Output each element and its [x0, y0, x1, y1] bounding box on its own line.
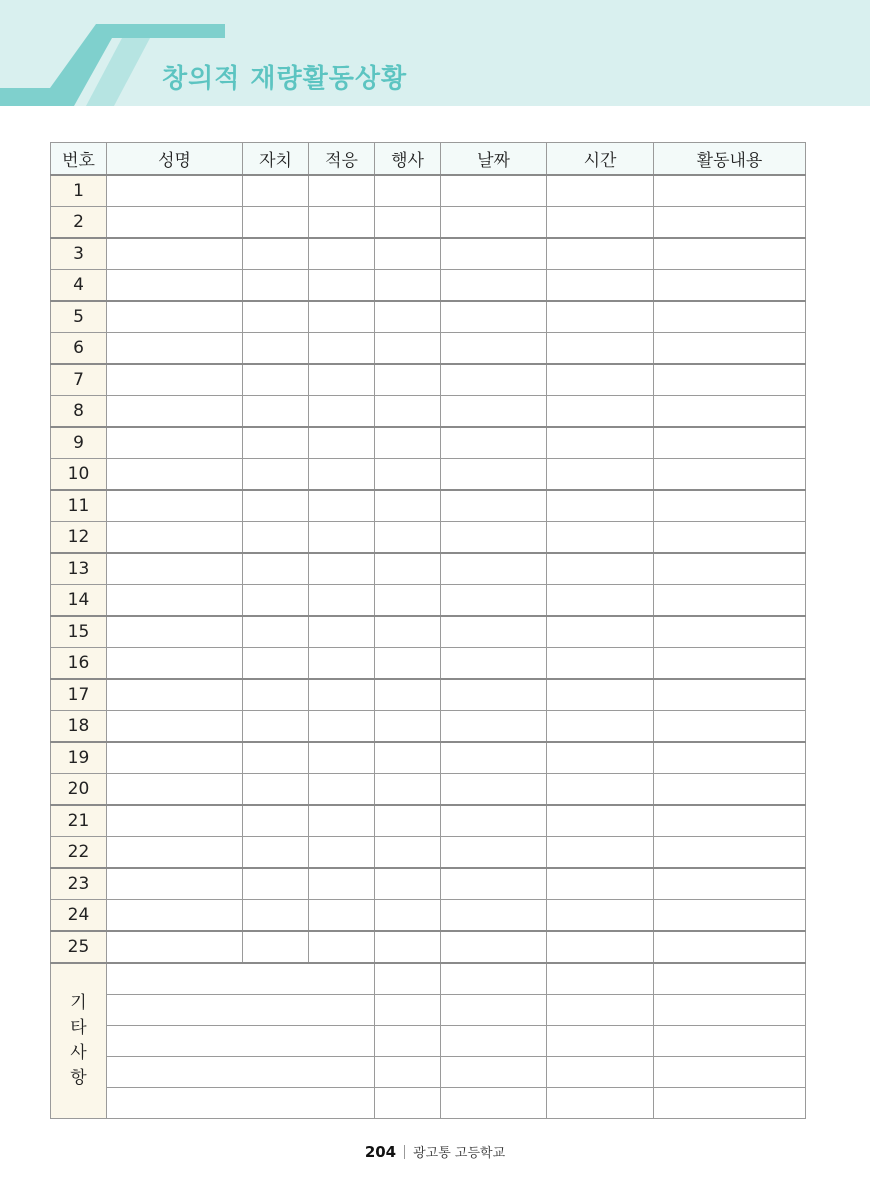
table-cell[interactable]	[441, 774, 547, 806]
table-cell[interactable]	[654, 616, 806, 648]
table-row	[51, 931, 806, 963]
table-row	[51, 427, 806, 459]
remarks-cell[interactable]	[441, 1057, 547, 1088]
table-cell[interactable]	[309, 175, 375, 207]
table-row	[51, 175, 806, 207]
row-number: 24	[51, 900, 107, 932]
table-cell[interactable]	[441, 616, 547, 648]
table-cell[interactable]	[654, 931, 806, 963]
page-number: 204	[364, 1143, 397, 1161]
table-cell[interactable]	[107, 427, 243, 459]
table-cell[interactable]	[654, 238, 806, 270]
table-cell[interactable]	[654, 175, 806, 207]
table-cell[interactable]	[243, 742, 309, 774]
column-header: 날짜	[441, 143, 547, 176]
remarks-cell[interactable]	[547, 1057, 654, 1088]
table-cell[interactable]	[375, 553, 441, 585]
table-cell[interactable]	[243, 679, 309, 711]
table-cell[interactable]	[309, 585, 375, 617]
table-cell[interactable]	[547, 616, 654, 648]
table-cell[interactable]	[309, 490, 375, 522]
table-cell[interactable]	[441, 868, 547, 900]
table-cell[interactable]	[547, 742, 654, 774]
remarks-row	[51, 995, 806, 1026]
column-header: 번호	[51, 143, 107, 176]
table-cell[interactable]	[654, 742, 806, 774]
table-cell[interactable]	[547, 459, 654, 491]
remarks-label-char: 항	[70, 1068, 87, 1088]
table-cell[interactable]	[441, 585, 547, 617]
row-number: 5	[51, 301, 107, 333]
remarks-cell[interactable]	[654, 1026, 806, 1057]
table-cell[interactable]	[375, 364, 441, 396]
table-cell[interactable]	[309, 553, 375, 585]
table-cell[interactable]	[375, 805, 441, 837]
table-cell[interactable]	[441, 648, 547, 680]
table-cell[interactable]	[441, 270, 547, 302]
table-cell[interactable]	[309, 333, 375, 365]
table-cell[interactable]	[547, 175, 654, 207]
table-cell[interactable]	[375, 207, 441, 239]
row-number: 7	[51, 364, 107, 396]
remarks-cell[interactable]	[375, 995, 441, 1026]
table-cell[interactable]	[243, 774, 309, 806]
table-cell[interactable]	[107, 774, 243, 806]
table-cell[interactable]	[441, 900, 547, 932]
row-number: 16	[51, 648, 107, 680]
table-cell[interactable]	[243, 553, 309, 585]
table-row	[51, 396, 806, 428]
table-cell[interactable]	[441, 459, 547, 491]
remarks-cell[interactable]	[547, 1026, 654, 1057]
table-cell[interactable]	[375, 931, 441, 963]
table-cell[interactable]	[107, 742, 243, 774]
column-header: 성명	[107, 143, 243, 176]
remarks-cell[interactable]	[654, 995, 806, 1026]
table-cell[interactable]	[309, 774, 375, 806]
table-cell[interactable]	[547, 207, 654, 239]
table-row	[51, 459, 806, 491]
table-cell[interactable]	[375, 175, 441, 207]
table-cell[interactable]	[654, 774, 806, 806]
footer-divider	[404, 1145, 405, 1159]
table-cell[interactable]	[441, 396, 547, 428]
table-cell[interactable]	[654, 522, 806, 554]
row-number: 6	[51, 333, 107, 365]
table-cell[interactable]	[243, 333, 309, 365]
table-cell[interactable]	[309, 459, 375, 491]
row-number: 23	[51, 868, 107, 900]
table-cell[interactable]	[309, 301, 375, 333]
remarks-cell[interactable]	[107, 1026, 375, 1057]
table-cell[interactable]	[309, 207, 375, 239]
school-name: 광고통 고등학교	[413, 1146, 506, 1161]
row-number: 20	[51, 774, 107, 806]
table-cell[interactable]	[107, 238, 243, 270]
table-cell[interactable]	[654, 490, 806, 522]
table-cell[interactable]	[309, 742, 375, 774]
table-cell[interactable]	[309, 868, 375, 900]
table-cell[interactable]	[441, 490, 547, 522]
table-cell[interactable]	[547, 427, 654, 459]
decorative-stripes	[0, 0, 870, 106]
table-cell[interactable]	[309, 837, 375, 869]
table-cell[interactable]	[309, 270, 375, 302]
table-cell[interactable]	[107, 679, 243, 711]
remarks-label-char: 기	[70, 993, 87, 1013]
remarks-cell[interactable]	[654, 963, 806, 995]
table-row	[51, 553, 806, 585]
table-cell[interactable]	[375, 459, 441, 491]
table-cell[interactable]	[107, 490, 243, 522]
table-cell[interactable]	[547, 238, 654, 270]
remarks-cell[interactable]	[654, 1057, 806, 1088]
row-number: 22	[51, 837, 107, 869]
table-cell[interactable]	[375, 837, 441, 869]
remarks-cell[interactable]	[107, 1088, 375, 1119]
table-cell[interactable]	[107, 900, 243, 932]
table-cell[interactable]	[441, 333, 547, 365]
table-row	[51, 679, 806, 711]
table-cell[interactable]	[654, 301, 806, 333]
remarks-cell[interactable]	[375, 1057, 441, 1088]
table-cell[interactable]	[547, 900, 654, 932]
table-cell[interactable]	[441, 711, 547, 743]
table-cell[interactable]	[309, 711, 375, 743]
table-cell[interactable]	[375, 333, 441, 365]
table-row	[51, 711, 806, 743]
table-cell[interactable]	[375, 900, 441, 932]
remarks-label-char: 사	[70, 1043, 87, 1063]
table-cell[interactable]	[107, 553, 243, 585]
table-cell[interactable]	[375, 301, 441, 333]
table-cell[interactable]	[107, 805, 243, 837]
table-cell[interactable]	[243, 585, 309, 617]
table-cell[interactable]	[243, 648, 309, 680]
row-number: 25	[51, 931, 107, 963]
table-cell[interactable]	[375, 490, 441, 522]
table-cell[interactable]	[309, 364, 375, 396]
row-number: 11	[51, 490, 107, 522]
table-cell[interactable]	[547, 711, 654, 743]
table-cell[interactable]	[243, 837, 309, 869]
table-cell[interactable]	[107, 459, 243, 491]
row-number: 13	[51, 553, 107, 585]
table-cell[interactable]	[243, 868, 309, 900]
table-cell[interactable]	[309, 900, 375, 932]
remarks-cell[interactable]	[375, 1026, 441, 1057]
table-cell[interactable]	[654, 364, 806, 396]
table-cell[interactable]	[375, 616, 441, 648]
table-cell[interactable]	[243, 900, 309, 932]
table-cell[interactable]	[441, 553, 547, 585]
table-cell[interactable]	[654, 396, 806, 428]
page-title: 창의적 재량활동상황	[162, 64, 408, 94]
table-cell[interactable]	[375, 238, 441, 270]
table-cell[interactable]	[654, 270, 806, 302]
table-cell[interactable]	[375, 427, 441, 459]
row-number: 8	[51, 396, 107, 428]
table-cell[interactable]	[309, 396, 375, 428]
table-cell[interactable]	[441, 207, 547, 239]
table-cell[interactable]	[243, 616, 309, 648]
row-number: 10	[51, 459, 107, 491]
table-cell[interactable]	[654, 679, 806, 711]
table-cell[interactable]	[243, 364, 309, 396]
table-cell[interactable]	[375, 522, 441, 554]
remarks-cell[interactable]	[441, 1088, 547, 1119]
column-header: 활동내용	[654, 143, 806, 176]
table-cell[interactable]	[654, 837, 806, 869]
row-number: 19	[51, 742, 107, 774]
table-cell[interactable]	[547, 648, 654, 680]
table-row	[51, 270, 806, 302]
table-cell[interactable]	[441, 364, 547, 396]
row-number: 2	[51, 207, 107, 239]
remarks-label-char: 타	[70, 1018, 87, 1038]
row-number: 17	[51, 679, 107, 711]
row-number: 1	[51, 175, 107, 207]
table-cell[interactable]	[309, 648, 375, 680]
remarks-cell[interactable]	[441, 995, 547, 1026]
table-cell[interactable]	[107, 711, 243, 743]
table-cell[interactable]	[547, 805, 654, 837]
table-row	[51, 333, 806, 365]
table-cell[interactable]	[309, 805, 375, 837]
table-cell[interactable]	[547, 553, 654, 585]
remarks-cell[interactable]	[547, 1088, 654, 1119]
column-header: 행사	[375, 143, 441, 176]
table-cell[interactable]	[654, 207, 806, 239]
table-cell[interactable]	[107, 837, 243, 869]
table-cell[interactable]	[243, 175, 309, 207]
table-cell[interactable]	[243, 238, 309, 270]
table-cell[interactable]	[375, 270, 441, 302]
table-cell[interactable]	[441, 742, 547, 774]
table-row	[51, 900, 806, 932]
table-cell[interactable]	[654, 805, 806, 837]
table-cell[interactable]	[107, 396, 243, 428]
table-cell[interactable]	[243, 207, 309, 239]
table-cell[interactable]	[243, 427, 309, 459]
table-row	[51, 616, 806, 648]
table-cell[interactable]	[654, 427, 806, 459]
table-row	[51, 805, 806, 837]
row-number: 3	[51, 238, 107, 270]
table-cell[interactable]	[547, 931, 654, 963]
remarks-cell[interactable]	[375, 1088, 441, 1119]
row-number: 9	[51, 427, 107, 459]
table-cell[interactable]	[309, 931, 375, 963]
remarks-row	[51, 963, 806, 995]
table-cell[interactable]	[107, 333, 243, 365]
table-cell[interactable]	[547, 301, 654, 333]
remarks-cell[interactable]	[441, 1026, 547, 1057]
table-cell[interactable]	[107, 270, 243, 302]
table-cell[interactable]	[243, 522, 309, 554]
table-header-row	[51, 143, 806, 176]
table-row	[51, 364, 806, 396]
table-cell[interactable]	[441, 301, 547, 333]
table-cell[interactable]	[654, 585, 806, 617]
table-cell[interactable]	[547, 585, 654, 617]
remarks-cell[interactable]	[547, 963, 654, 995]
table-row	[51, 742, 806, 774]
row-number: 12	[51, 522, 107, 554]
table-cell[interactable]	[243, 270, 309, 302]
table-cell[interactable]	[107, 931, 243, 963]
table-cell[interactable]	[243, 711, 309, 743]
remarks-cell[interactable]	[654, 1088, 806, 1119]
table-cell[interactable]	[547, 868, 654, 900]
table-row	[51, 868, 806, 900]
table-cell[interactable]	[309, 522, 375, 554]
table-cell[interactable]	[375, 711, 441, 743]
table-cell[interactable]	[107, 207, 243, 239]
remarks-cell[interactable]	[107, 995, 375, 1026]
column-header: 적응	[309, 143, 375, 176]
table-cell[interactable]	[243, 490, 309, 522]
row-number: 14	[51, 585, 107, 617]
remarks-row	[51, 1057, 806, 1088]
table-cell[interactable]	[375, 742, 441, 774]
header-banner	[0, 0, 870, 106]
table-cell[interactable]	[547, 490, 654, 522]
table-cell[interactable]	[375, 585, 441, 617]
table-cell[interactable]	[375, 648, 441, 680]
table-cell[interactable]	[654, 900, 806, 932]
table-cell[interactable]	[547, 837, 654, 869]
activity-table	[50, 142, 806, 1119]
remarks-row	[51, 1088, 806, 1119]
table-cell[interactable]	[309, 679, 375, 711]
remarks-row	[51, 1026, 806, 1057]
table-cell[interactable]	[654, 648, 806, 680]
table-row	[51, 301, 806, 333]
table-cell[interactable]	[243, 301, 309, 333]
table-cell[interactable]	[107, 585, 243, 617]
table-row	[51, 837, 806, 869]
table-cell[interactable]	[243, 396, 309, 428]
table-cell[interactable]	[375, 679, 441, 711]
row-number: 18	[51, 711, 107, 743]
table-cell[interactable]	[654, 459, 806, 491]
page-footer	[0, 1142, 870, 1161]
table-cell[interactable]	[654, 711, 806, 743]
table-cell[interactable]	[107, 364, 243, 396]
table-cell[interactable]	[107, 648, 243, 680]
row-number: 4	[51, 270, 107, 302]
table-cell[interactable]	[441, 931, 547, 963]
remarks-cell[interactable]	[107, 963, 375, 995]
table-cell[interactable]	[547, 774, 654, 806]
table-cell[interactable]	[375, 868, 441, 900]
column-header: 시간	[547, 143, 654, 176]
remarks-cell[interactable]	[441, 963, 547, 995]
table-cell[interactable]	[654, 333, 806, 365]
table-cell[interactable]	[441, 805, 547, 837]
table-row	[51, 585, 806, 617]
table-cell[interactable]	[309, 427, 375, 459]
table-cell[interactable]	[654, 868, 806, 900]
table-cell[interactable]	[243, 805, 309, 837]
table-row	[51, 774, 806, 806]
table-cell[interactable]	[441, 837, 547, 869]
table-cell[interactable]	[309, 616, 375, 648]
table-cell[interactable]	[547, 364, 654, 396]
table-cell[interactable]	[547, 396, 654, 428]
table-cell[interactable]	[243, 931, 309, 963]
remarks-cell[interactable]	[547, 995, 654, 1026]
table-cell[interactable]	[375, 774, 441, 806]
column-header: 자치	[243, 143, 309, 176]
table-row	[51, 648, 806, 680]
table-cell[interactable]	[441, 522, 547, 554]
table-cell[interactable]	[441, 238, 547, 270]
table-cell[interactable]	[107, 175, 243, 207]
row-number: 15	[51, 616, 107, 648]
remarks-label	[51, 963, 107, 1119]
table-cell[interactable]	[441, 679, 547, 711]
table-cell[interactable]	[107, 868, 243, 900]
table-cell[interactable]	[375, 396, 441, 428]
row-number: 21	[51, 805, 107, 837]
table-cell[interactable]	[107, 301, 243, 333]
remarks-cell[interactable]	[375, 963, 441, 995]
table-row	[51, 522, 806, 554]
table-cell[interactable]	[107, 616, 243, 648]
table-cell[interactable]	[547, 522, 654, 554]
table-row	[51, 238, 806, 270]
table-cell[interactable]	[243, 459, 309, 491]
table-cell[interactable]	[441, 427, 547, 459]
table-cell[interactable]	[547, 270, 654, 302]
table-cell[interactable]	[107, 522, 243, 554]
table-row	[51, 490, 806, 522]
remarks-cell[interactable]	[107, 1057, 375, 1088]
table-cell[interactable]	[309, 238, 375, 270]
table-cell[interactable]	[547, 333, 654, 365]
table-cell[interactable]	[547, 679, 654, 711]
table-row	[51, 207, 806, 239]
table-cell[interactable]	[654, 553, 806, 585]
table-cell[interactable]	[441, 175, 547, 207]
